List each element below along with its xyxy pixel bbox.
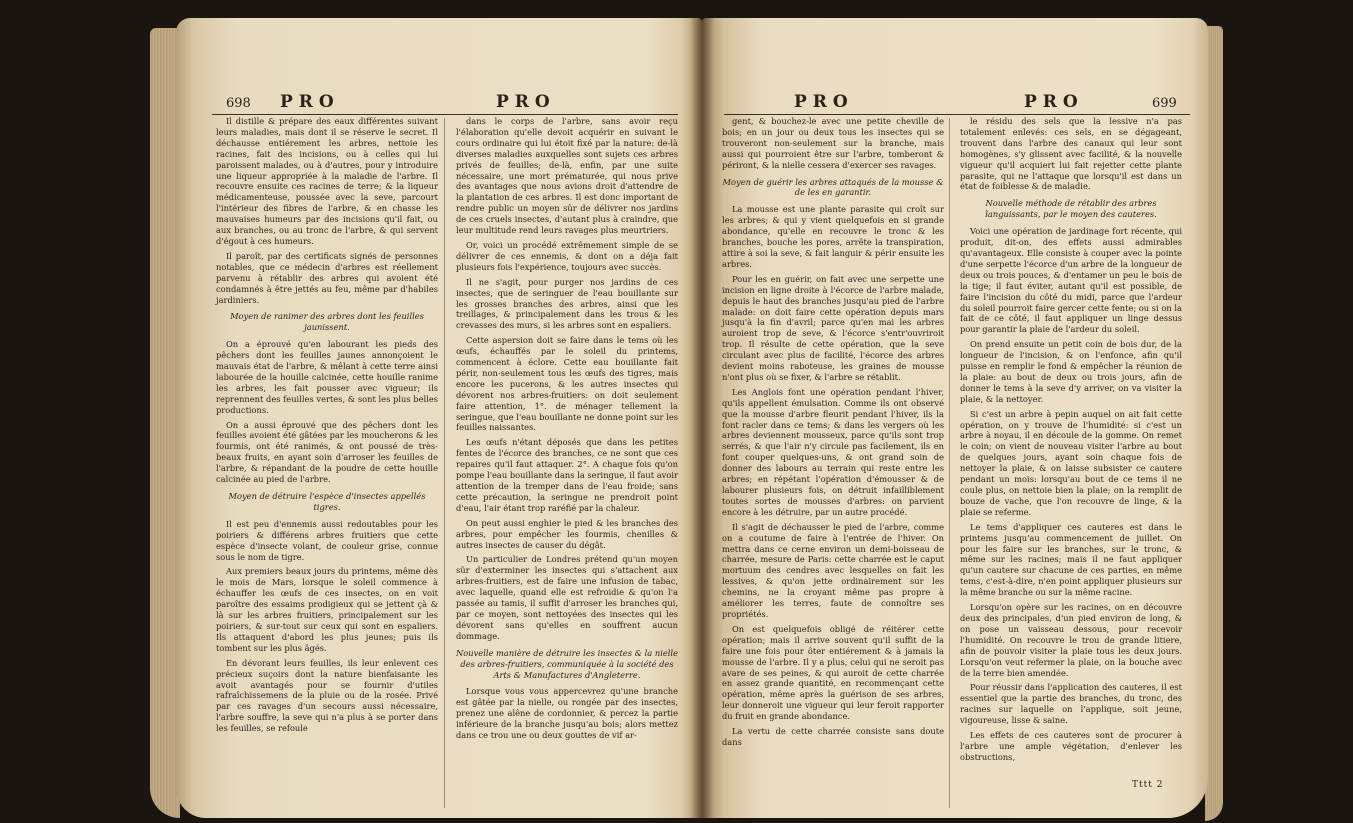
- paragraph: Aux premiers beaux jours du printems, même dès le mois de Mars, lorsque le soleil commence à échauffer les œufs de ces insectes, on en voit paroître des essaims prodigieux qui se jettent çà & là sur les arbres fruitiers, principalement sur les poiriers, & sur-tout sur ceux qui sont en espaliers. Ils attaquent d'abord les plus jeunes; puis ils tombent sur les plus âgés.: [216, 566, 438, 653]
- running-head: PRO: [280, 92, 340, 112]
- section-heading: Nouvelle méthode de rétablir des arbres languissants, par le moyen des cauteres.: [985, 198, 1157, 220]
- paragraph: Un particulier de Londres prétend qu'un moyen sûr d'exterminer les insectes qui s'attachent aux arbres-fruitiers, est de faire une infusion de tabac, avec laquelle, quand elle est refroidie & qu'on l'a passée au tamis, il suffit d'arroser les branches qui, par ce moyen, sont nettoyées des insectes qui les dévorent sans qu'elles en souffrent aucun dommage.: [456, 554, 678, 641]
- left-page: [176, 18, 702, 818]
- paragraph: Il est peu d'ennemis aussi redoutables pour les poiriers & différens arbres fruitiers que cette espèce d'insecte volant, de couleur grise, connue sous le nom de tigre.: [216, 518, 438, 562]
- paragraph: Les effets de ces cauteres sont de procurer à l'arbre une ample végétation, d'enlever les obstructions,: [960, 730, 1182, 762]
- paragraph: La mousse est une plante parasite qui croît sur les arbres; & qui y vient quelquefois en si grande abondance, qu'elle en recouvre le tronc & les branches, bouche les pores, arrête la transpiration, attire à soi la seve, & fait languir & périr ensuite les arbres.: [722, 204, 944, 269]
- running-head: PRO: [1024, 92, 1084, 112]
- paragraph: le résidu des sels que la lessive n'a pas totalement enlevés: ces sels, en se dégageant, trouvent dans l'arbre des canaux qui leur sont homogènes, s'y glissent avec facilité, & la nouvelle vigueur qu'il acquiert lui fait rejetter cette plante parasite, qui ne l'attaque que lorsqu'il est dans un état de foiblesse & de maladie.: [960, 116, 1182, 192]
- right-page: [702, 18, 1208, 818]
- signature-mark: Tttt 2: [1132, 780, 1164, 790]
- paragraph: Les œufs n'étant déposés que dans les petites fentes de l'écorce des branches, ce ne sont que ces repaires qu'il faut attaquer. 2°. A chaque fois qu'on pompe l'eau bouillante dans la seringue, il faut avoir attention de la tremper dans de l'eau froide; sans cette précaution, la seringue ne prendroit point d'eau, l'air étant trop raréfié par la chaleur.: [456, 437, 678, 513]
- paragraph: On a aussi éprouvé que des pêchers dont les feuilles avoient été gâtées par les moucherons & les fourmis, ont été ranimés, & ont poussé de très-beaux fruits, en ayant soin d'arroser les feuilles de l'arbre, & répandant de la poudre de cette houille calcinée au pied de l'arbre.: [216, 419, 438, 485]
- header-rule: [724, 114, 1190, 115]
- column-rule: [949, 118, 950, 808]
- paragraph: Le tems d'appliquer ces cauteres est dans le printems jusqu'au commencement de juillet. On pour les faire sur les branches, sur le tronc, & même sur les racines; mais il ne faut appliquer qu'un cautere sur chacune de ces parties, en même tems, c'est-à-dire, n'en point appliquer plusieurs sur la même branche ou sur la même racine.: [960, 521, 1182, 598]
- paragraph: En dévorant leurs feuilles, ils leur enlevent ces précieux suçoirs dont la nature bienfaisante les avoit avantagés pour se fournir d'utiles rafraîchissemens de la pluie ou de la rosée. Privé par ces ravages d'un secours aussi nécessaire, l'arbre souffre, la seve qui n'a plus à se porter dans les feuilles, se refoule: [216, 657, 438, 734]
- paragraph: Lorsqu'on opère sur les racines, on en découvre deux des principales, d'un pied environ de long, & on pose un vaisseau dessous, pour recevoir l'humidité. On recouvre le trou de grande litiere, afin de pouvoir visiter la plaie tous les deux jours. Lorsqu'on veut refermer la plaie, on la bouche avec de la terre bien amendée.: [960, 602, 1182, 678]
- page-number: 698: [226, 96, 251, 111]
- paragraph: Les Anglois font une opération pendant l'hiver, qu'ils appellent émulsation. Comme ils ont observé que la mousse d'arbre fleurit pendant l'hiver, ils la font racler dans ce tems; & dans les vergers où les arbres deviennent mousseux, parce qu'ils sont trop serrés, & que l'air n'y circule pas facilement, ils en font couper quelques-uns, & ont grand soin de donner des labours au terrain qui reste entre les arbres; en répétant l'opération d'émousser & de labourer plusieurs fois, on détruit infailliblement toutes sortes de mousses d'arbres: on parvient encore à les détruire, par un autre procédé.: [722, 386, 944, 517]
- paragraph: Cette aspersion doit se faire dans le tems où les œufs, échauffés par le soleil du printems, commencent à éclore. Cette eau bouillante fait périr, non-seulement tous les œufs des tigres, mais encore les pucerons, & les autres insectes qui dévorent nos arbres-fruitiers: on doit seulement faire attention, 1°. de ménager tellement la seringue, que l'eau bouillante ne donne point sur les feuilles naissantes.: [456, 335, 678, 433]
- paragraph: On peut aussi enghier le pied & les branches des arbres, pour empêcher les fourmis, chenilles & autres insectes de causer du dégât.: [456, 517, 678, 550]
- paragraph: Il s'agit de déchausser le pied de l'arbre, comme on a coutume de faire à l'entrée de l'hiver. On mettra dans ce cerne environ un demi-boisseau de charrée, mesure de Paris: cette charrée est le caput mortuum des cendres avec lesquelles on fait les lessives, & qu'on jette ordinairement sur les chemins, ne la croyant même pas propre à améliorer les terres, faute de connoître ses propriétés.: [722, 521, 944, 619]
- text-column-right: [456, 116, 678, 745]
- paragraph: La vertu de cette charrée consiste sans doute dans: [722, 726, 944, 747]
- paragraph: Il ne s'agit, pour purger nos jardins de ces insectes, que de seringuer de l'eau bouillante sur les grosses branches des arbres, ainsi que les treillages, & principalement dans les trous & les crevasses des murs, si les arbres sont en espaliers.: [456, 276, 678, 331]
- paragraph: Pour les en guérir, on fait avec une serpette une incision en ligne droite à l'écorce de l'arbre malade, depuis le haut des branches jusqu'au pied de l'arbre malade: on doit faire cette opération depuis mars jusqu'à la fin d'avril; parce qu'en mai les arbres auroient trop de seve, & l'écorce s'entr'ouvriroit trop. Il résulte de cette opération, que la seve circulant avec plus de facilité, l'écorce des arbres devient moins raboteuse, les graines de mousse n'ont plus où se fixer, & l'arbre se rétablit.: [722, 273, 944, 382]
- paragraph: Si c'est un arbre à pepin auquel on ait fait cette opération, on y trouve de l'humidité: si c'est un arbre à noyau, il en découle de la gomme. On remet le coin; on vient de nouveau visiter l'arbre au bout de quelques jours, ayant soin chaque fois de nettoyer la plaie, & on laisse subsister ce cautere pendant un mois: lorsqu'au bout de ce tems il ne coule plus, on nettoie bien la plaie; on la remplit de bouze de vache, que l'on recouvre de linge, & la plaie se referme.: [960, 408, 1182, 517]
- paragraph: On est quelquefois obligé de réitérer cette opération; mais il arrive souvent qu'il suffit de la faire une fois pour ôter entiérement & à jamais la mousse de l'arbre. Il y a plus, celui qui ne seroit pas avare de ses peines, & qui auroit de cette charrée en assez grande quantité, en recommençant cette opération, même après la guérison de ses arbres, leur donneroit une vigueur qui leur feroit rapporter du fruit en grande abondance.: [722, 623, 944, 722]
- section-heading: Nouvelle manière de détruire les insectes & la nielle des arbres-fruitiers, communiquée à la société des Arts & Manufactures d'Angleterre.: [456, 647, 678, 680]
- paragraph: Voici une opération de jardinage fort récente, qui produit, dit-on, des effets aussi admirables qu'avantageux. Elle consiste à couper avec la pointe d'une serpette l'écorce d'un arbre de la longueur de deux ou trois pouces, & d'entamer un peu le bois de la tige; il faut éviter, autant qu'il est possible, de faire l'incision du côté du midi, parce que l'ardeur du soleil pourroit faire gercer cette fente; ou si on la fait de ce côté, il faut appliquer un linge dessus pour garantir la plaie de l'ardeur du soleil.: [960, 226, 1182, 335]
- running-head: PRO: [496, 92, 556, 112]
- paragraph: dans le corps de l'arbre, sans avoir reçu l'élaboration qu'elle devoit acquérir en suivant le cours ordinaire qui lui étoit fixé par la nature: de-là diverses maladies auxquelles sont sujets ces arbres privés de feuilles; de-là, enfin, par une suite nécessaire, une mort prématurée, qui nous prive des avantages que nous avions droit d'attendre de la plantation de ces arbres. Il est donc important de rendre public un moyen sûr de délivrer nos jardins de ces cruels insectes, d'autant plus à craindre, que leur multitude rend leurs ravages plus meurtriers.: [456, 116, 678, 236]
- paragraph: Or, voici un procédé extrêmement simple de se délivrer de ces ennemis, & dont on a déja fait plusieurs fois l'expérience, toujours avec succès.: [456, 239, 678, 272]
- paragraph: Il distille & prépare des eaux différentes suivant leurs maladies, mais dont il se réserve le secret. Il déchausse entiérement les arbres, nettoie les racines, fait des incisions, ou à celles qui lui paroissent malades, ou à d'autres, pour y introduire une liqueur appropriée à la maladie de l'arbre. Il recouvre ensuite ces racines de terre; & la liqueur médicamenteuse, poussée avec la seve, parcourt l'intérieur des fibres de l'arbre, & en chasse les mauvaises humeurs par des incisions qu'il fait, ou aux branches, ou au tronc de l'arbre, & qui servent d'égout à ces humeurs.: [216, 116, 438, 246]
- running-head: PRO: [794, 92, 854, 112]
- paragraph: Lorsque vous vous appercevrez qu'une branche est gâtée par la nielle, ou rongée par des insectes, prenez une alêne de cordonnier, & percez la partie inférieure de la branche jusqu'au bois; alors mettez dans ce trou une ou deux gouttes de vif ar-: [456, 686, 678, 741]
- section-heading: Moyen de détruire l'espèce d'insectes appellés tigres.: [228, 491, 426, 512]
- page-number: 699: [1152, 96, 1177, 111]
- paragraph: Pour réussir dans l'application des cauteres, il est essentiel que la partie des branches, du tronc, des racines sur laquelle on l'applique, soit jeune, vigoureuse, lisse & saine.: [960, 682, 1182, 726]
- header-rule: [212, 114, 678, 115]
- text-column-left: [216, 116, 438, 738]
- text-column-right: [960, 116, 1182, 767]
- paragraph: Il paroît, par des certificats signés de personnes notables, que ce médecin d'arbres est réellement parvenu à rétablir des arbres qui avoient été condamnés à être jettés au feu, même par d'habiles jardiniers.: [216, 250, 438, 305]
- paragraph: On a éprouvé qu'en labourant les pieds des pêchers dont les feuilles jaunes annonçoient le mauvais état de l'arbre, & mêlant à cette terre ainsi labourée de la houille calcinée, cette houille ranime les arbres, les fait pousser avec vigueur; ils reprennent des feuilles vertes, & sont les plus belles productions.: [216, 339, 438, 415]
- text-column-left: [722, 116, 944, 752]
- section-heading: Moyen de guérir les arbres attaqués de la mousse & de les en garantir.: [722, 176, 944, 198]
- section-heading: Moyen de ranimer des arbres dont les feuilles jaunissent.: [230, 311, 424, 333]
- paragraph: gent, & bouchez-le avec une petite cheville de bois; en un jour ou deux tous les insectes qui se trouveront non-seulement sur la branche, mais aussi qui pourroient être sur l'arbre, tomberont & périront, & la nielle cessera d'exercer ses ravages.: [722, 116, 944, 170]
- book-gutter: [690, 18, 714, 818]
- column-rule: [444, 118, 445, 808]
- paragraph: On prend ensuite un petit coin de bois dur, de la longueur de l'incision, & on l'enfonce, afin qu'il puisse en remplir le fond & empêcher la réunion de la plaie: au bout de deux ou trois jours, afin de donner le tems à la seve d'y arriver, on va visiter la plaie, & la nettoyer.: [960, 339, 1182, 404]
